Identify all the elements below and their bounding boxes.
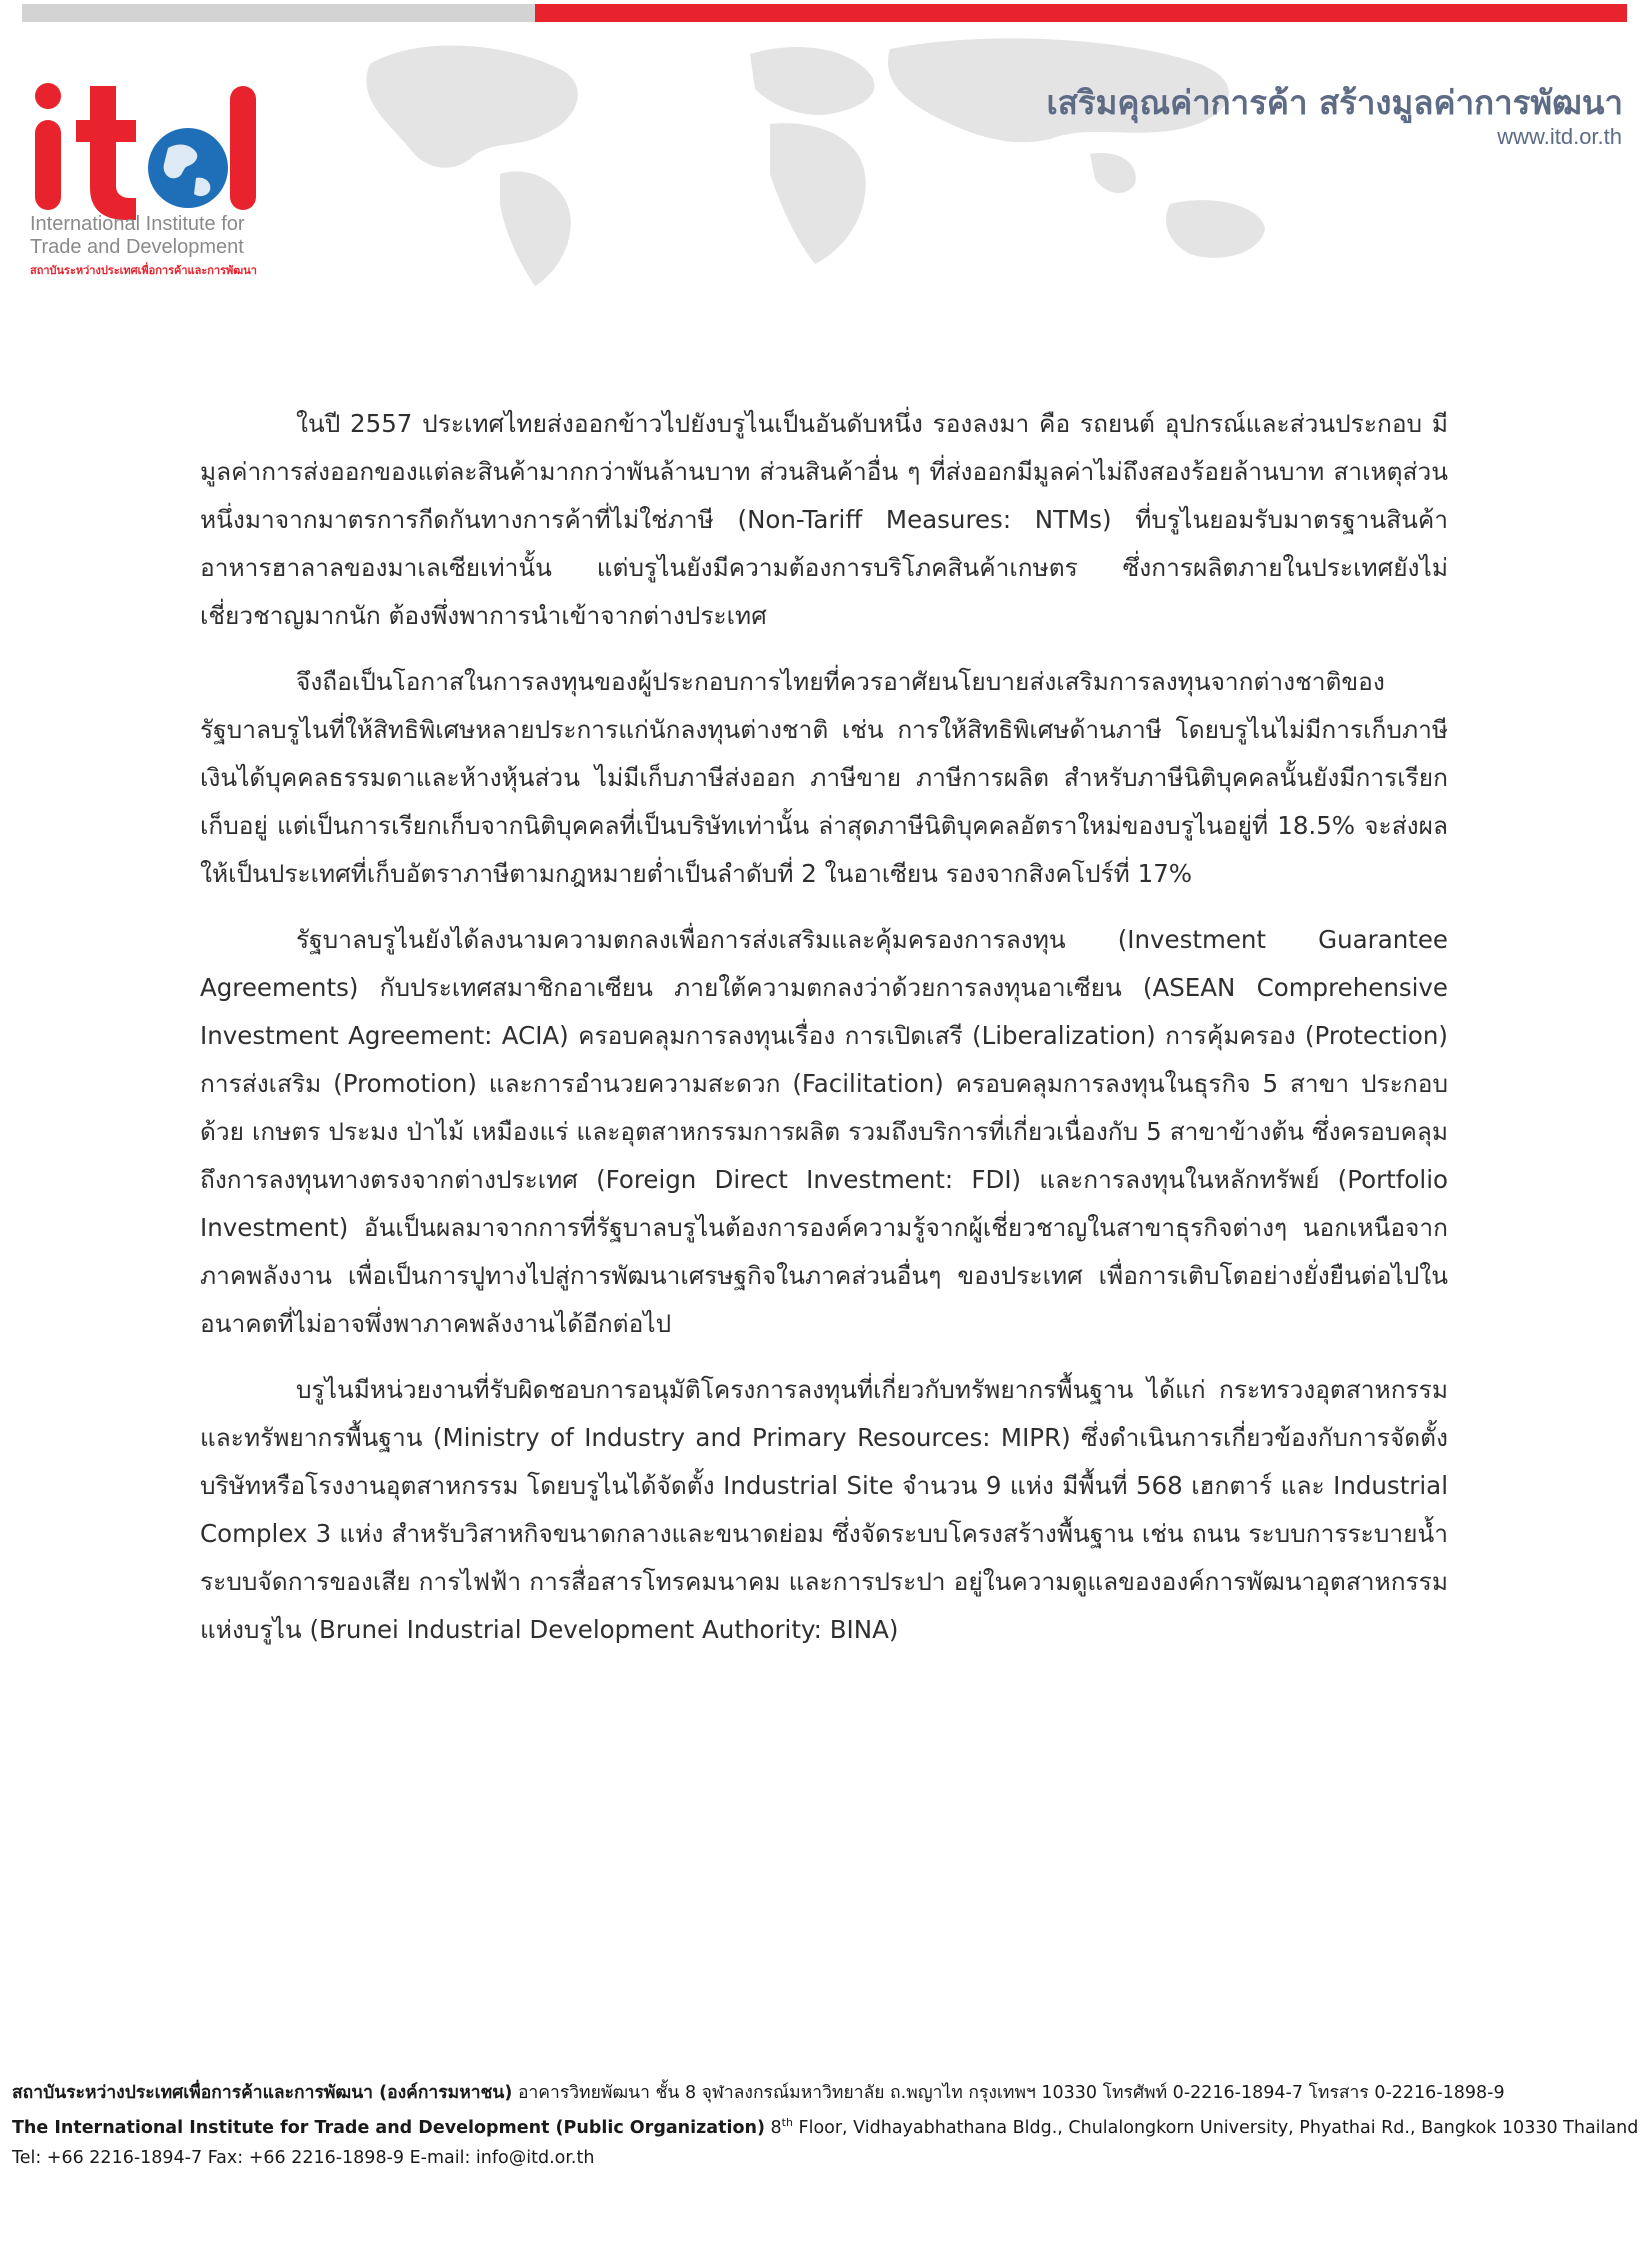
page-footer [12, 2078, 1642, 2173]
footer-line-en [12, 2108, 1642, 2143]
paragraph: บรูไนมีหน่วยงานที่รับผิดชอบการอนุมัติโครงการลงทุนที่เกี่ยวกับทรัพยากรพื้นฐาน ได้แก่ กระทรวงอุตสาหกรรมและทรัพยากรพื้นฐาน (Ministry of Industry and Primary Resources: MIPR) ซึ่งดำเนินการเกี่ยวข้องกับการจัดตั้งบริษัทหรือโรงงานอุตสาหกรรม โดยบรูไนได้จัดตั้ง Industrial Site จำนวน 9 แห่ง มีพื้นที่ 568 เฮกตาร์ และ Industrial Complex 3 แห่ง สำหรับวิสาหกิจขนาดกลางและขนาดย่อม ซึ่งจัดระบบโครงสร้างพื้นฐาน เช่น ถนน ระบบการระบายน้ำ ระบบจัดการของเสีย การไฟฟ้า การสื่อสารโทรคมนาคม และการประปา อยู่ในความดูแลขององค์การพัฒนาอุตสาหกรรมแห่งบรูไน (Brunei Industrial Development Authority: BINA) [200, 1375, 1448, 1644]
footer-floor-suffix: th [781, 2116, 793, 2129]
logo-i-dot [35, 83, 61, 109]
header-bar-gray [22, 4, 535, 22]
footer-org-name-en: The International Institute for Trade and Development (Public Organization) [12, 2117, 765, 2138]
logo-subtitle-en-2: Trade and Development [30, 236, 244, 258]
logo-subtitle-th: สถาบันระหว่างประเทศเพื่อการค้าและการพัฒนา [30, 264, 257, 277]
header-slogan: เสริมคุณค่าการค้า สร้างมูลค่าการพัฒนา [1046, 83, 1623, 122]
footer-address-en: Floor, Vidhayabhathana Bldg., Chulalongkorn University, Phyathai Rd., Bangkok 10330 Thailand [792, 2117, 1639, 2138]
header-bar-red [535, 4, 1627, 22]
footer-floor-number: 8 [764, 2117, 782, 2138]
logo-letter-t [76, 86, 136, 220]
logo-letter-d-stem [230, 86, 256, 210]
header-website: www.itd.or.th [1497, 124, 1622, 149]
footer-org-name-th: สถาบันระหว่างประเทศเพื่อการค้าและการพัฒนา (องค์การมหาชน) [12, 2083, 513, 2103]
footer-contact: Tel: +66 2216-1894-7 Fax: +66 2216-1898-9 E-mail: info@itd.or.th [12, 2147, 595, 2168]
globe-icon [148, 128, 228, 208]
logo-letter-i [35, 120, 61, 210]
document-body [200, 400, 1448, 1672]
paragraph: จึงถือเป็นโอกาสในการลงทุนของผู้ประกอบการไทยที่ควรอาศัยนโยบายส่งเสริมการลงทุนจากต่างชาติของรัฐบาลบรูไนที่ให้สิทธิพิเศษหลายประการแก่นักลงทุนต่างชาติ เช่น การให้สิทธิพิเศษด้านภาษี โดยบรูไนไม่มีการเก็บภาษีเงินได้บุคคลธรรมดาและห้างหุ้นส่วน ไม่มีเก็บภาษีส่งออก ภาษีขาย ภาษีการผลิต สำหรับภาษีนิติบุคคลนั้นยังมีการเรียกเก็บอยู่ แต่เป็นการเรียกเก็บจากนิติบุคคลที่เป็นบริษัทเท่านั้น ล่าสุดภาษีนิติบุคคลอัตราใหม่ของบรูไนอยู่ที่ 18.5% จะส่งผลให้เป็นประเทศที่เก็บอัตราภาษีตามกฎหมายต่ำเป็นลำดับที่ 2 ในอาเซียน รองจากสิงคโปร์ที่ 17% [200, 667, 1448, 888]
logo-subtitle-en-1: International Institute for [30, 213, 245, 235]
paragraph: รัฐบาลบรูไนยังได้ลงนามความตกลงเพื่อการส่งเสริมและคุ้มครองการลงทุน (Investment Guarantee Agreements) กับประเทศสมาชิกอาเซียน ภายใต้ความตกลงว่าด้วยการลงทุนอาเซียน (ASEAN Comprehensive Investment Agreement: ACIA) ครอบคลุมการลงทุนเรื่อง การเปิดเสรี (Liberalization) การคุ้มครอง (Protection) การส่งเสริม (Promotion) และการอำนวยความสะดวก (Facilitation) ครอบคลุมการลงทุนในธุรกิจ 5 สาขา ประกอบด้วย เกษตร ประมง ป่าไม้ เหมืองแร่ และอุตสาหกรรมการผลิต รวมถึงบริการที่เกี่ยวเนื่องกับ 5 สาขาข้างต้น ซึ่งครอบคลุมถึงการลงทุนทางตรงจากต่างประเทศ (Foreign Direct Investment: FDI) และการลงทุนในหลักทรัพย์ (Portfolio Investment) อันเป็นผลมาจากการที่รัฐบาลบรูไนต้องการองค์ความรู้จากผู้เชี่ยวชาญในสาขาธุรกิจต่างๆ นอกเหนือจากภาคพลังงาน เพื่อเป็นการปูทางไปสู่การพัฒนาเศรษฐกิจในภาคส่วนอื่นๆ ของประเทศ เพื่อการเติบโตอย่างยั่งยืนต่อไปในอนาคตที่ไม่อาจพึ่งพาภาคพลังงานได้อีกต่อไป [200, 925, 1448, 1338]
footer-line-th [12, 2078, 1642, 2108]
paragraph: ในปี 2557 ประเทศไทยส่งออกข้าวไปยังบรูไนเป็นอันดับหนึ่ง รองลงมา คือ รถยนต์ อุปกรณ์และส่วนประกอบ มีมูลค่าการส่งออกของแต่ละสินค้ามากกว่าพันล้านบาท ส่วนสินค้าอื่น ๆ ที่ส่งออกมีมูลค่าไม่ถึงสองร้อยล้านบาท สาเหตุส่วนหนึ่งมาจากมาตรการกีดกันทางการค้าที่ไม่ใช่ภาษี (Non-Tariff Measures: NTMs) ที่บรูไนยอมรับมาตรฐานสินค้าอาหารฮาลาลของมาเลเซียเท่านั้น แต่บรูไนยังมีความต้องการบริโภคสินค้าเกษตร ซึ่งการผลิตภายในประเทศยังไม่เชี่ยวชาญมากนัก ต้องพึ่งพาการนำเข้าจากต่างประเทศ [200, 409, 1448, 630]
world-map-background [330, 24, 1640, 294]
footer-address-th: อาคารวิทยพัฒนา ชั้น 8 จุฬาลงกรณ์มหาวิทยาลัย ถ.พญาไท กรุงเทพฯ 10330 โทรศัพท์ 0-2216-1894-7 โทรสาร 0-2216-1898-9 [512, 2083, 1505, 2103]
